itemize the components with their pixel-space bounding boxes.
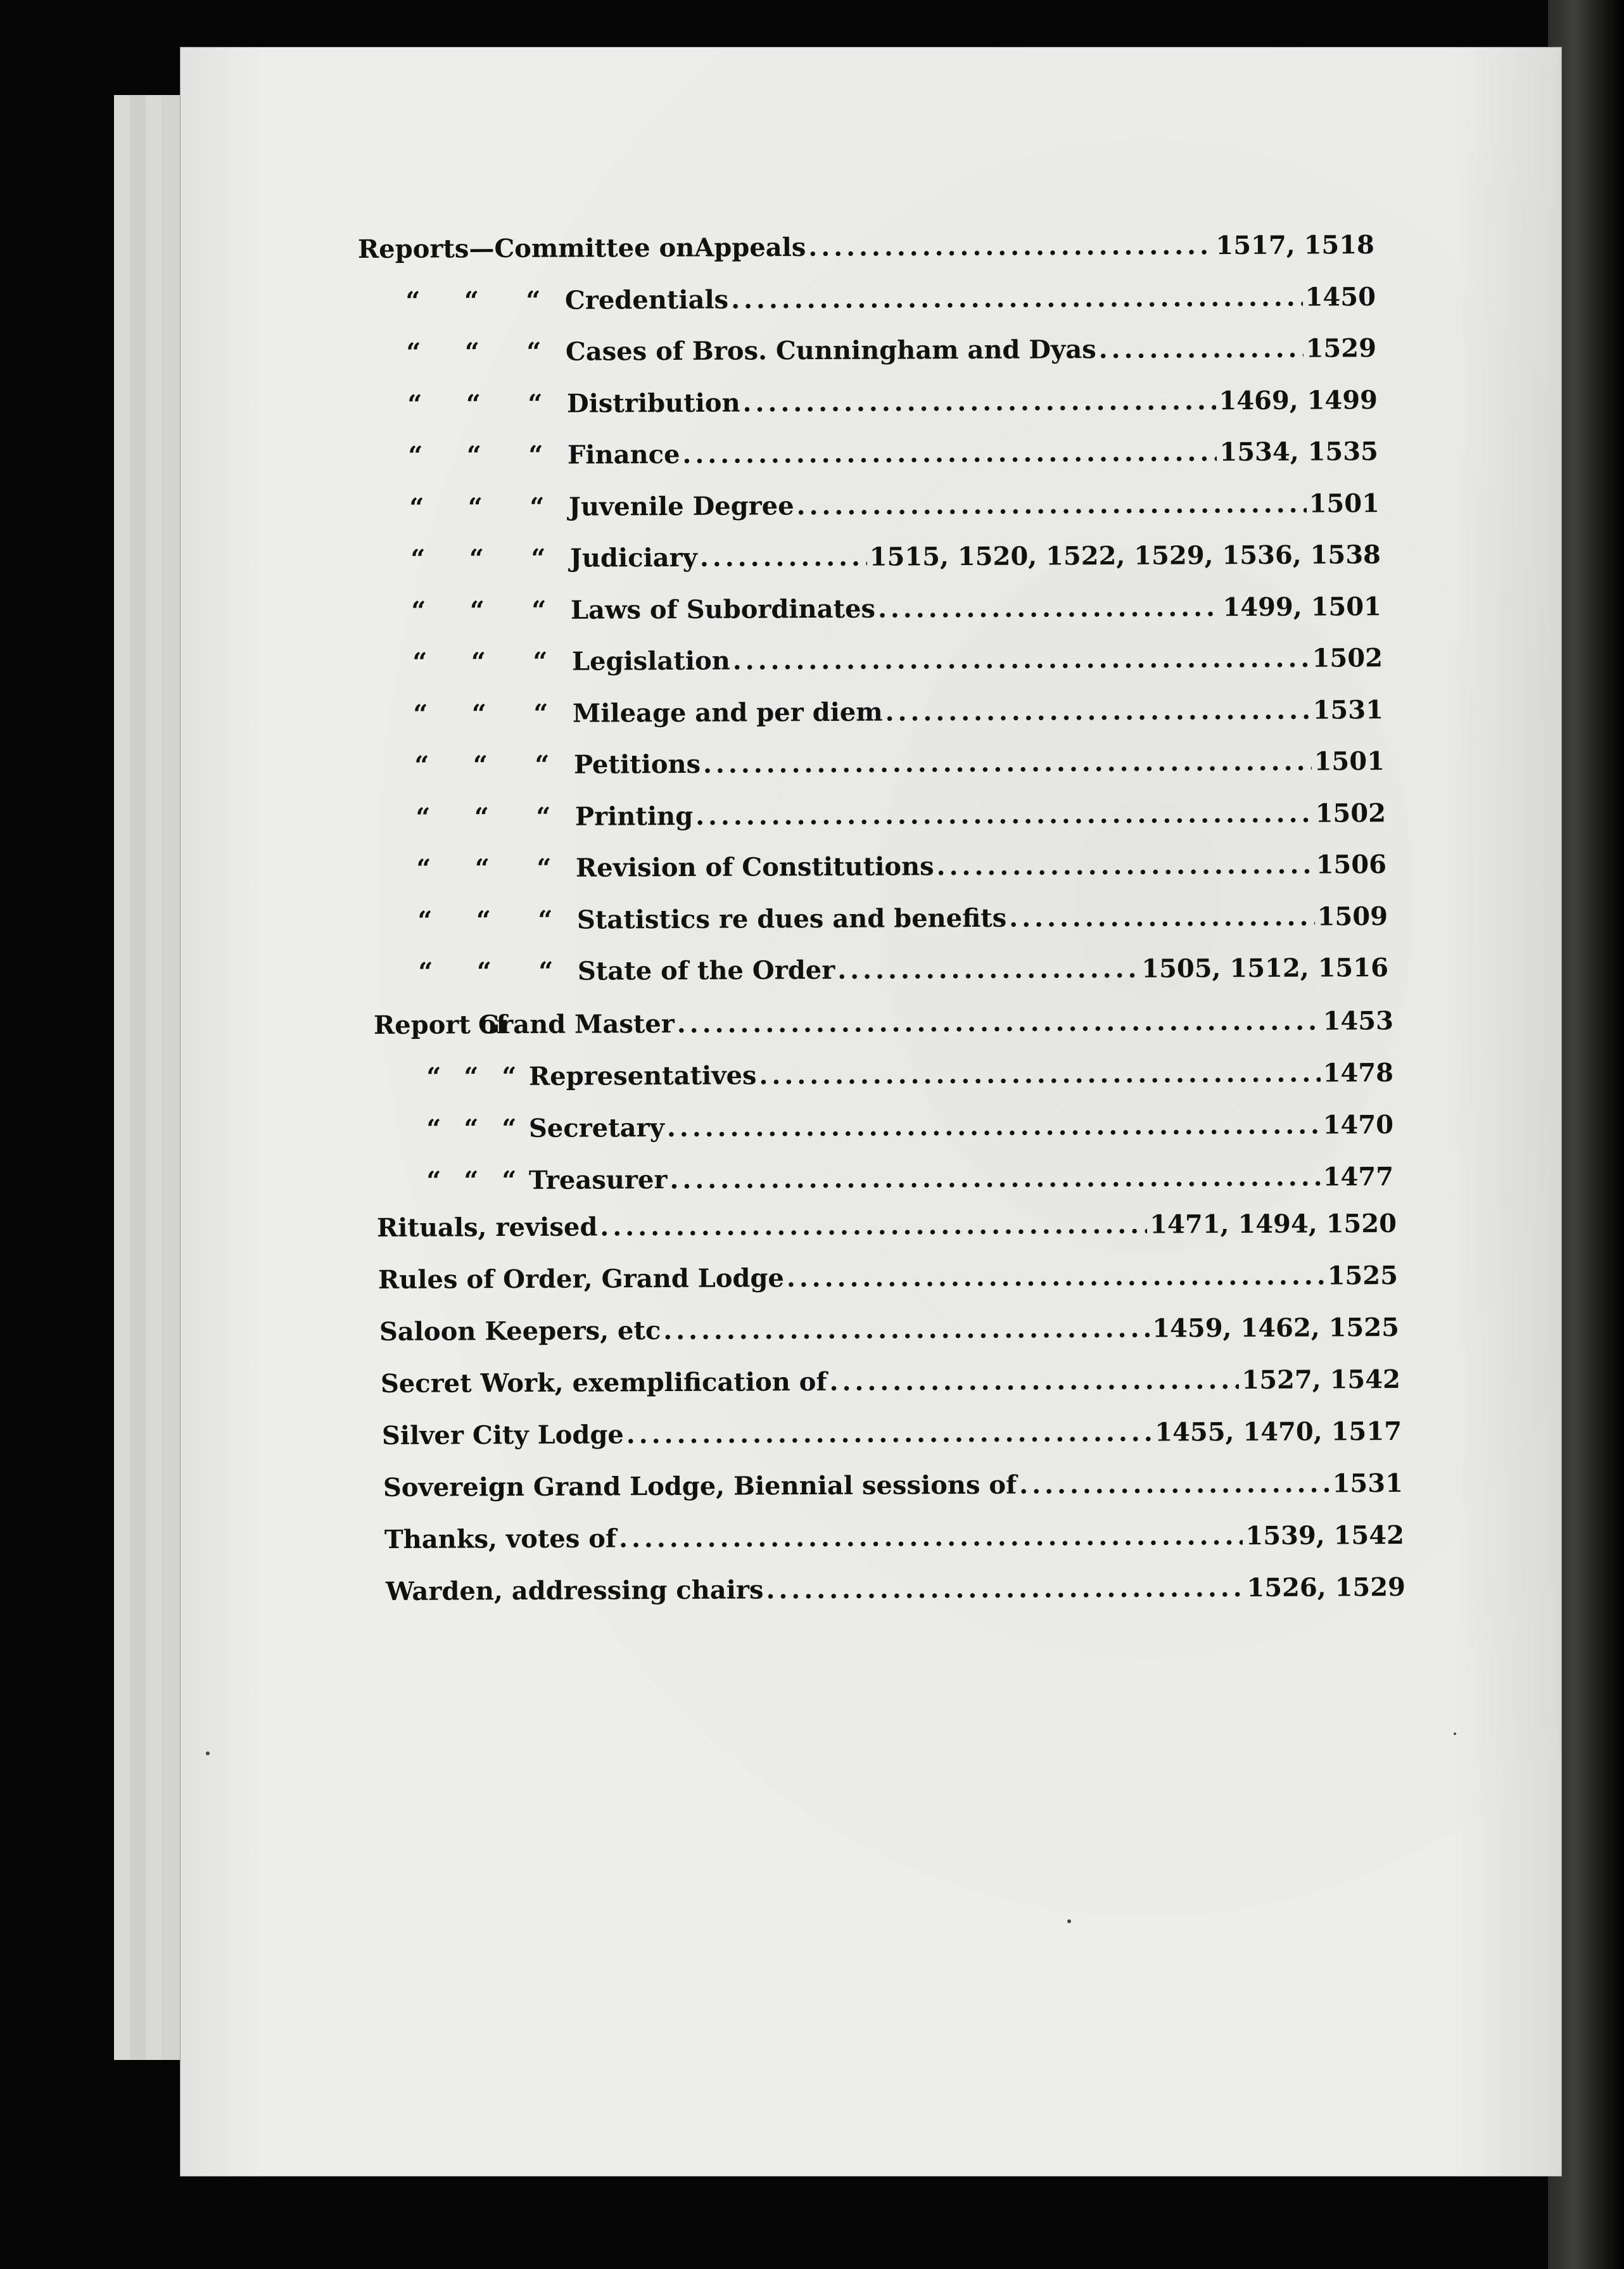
page-numbers: 1534, 1535 bbox=[1219, 436, 1379, 467]
entry-label: Secret Work, exemplification of bbox=[380, 1366, 827, 1399]
index-entry bbox=[379, 1312, 1399, 1352]
ditto-mark: “ bbox=[416, 802, 431, 832]
index-entry bbox=[383, 1468, 1403, 1508]
entry-label: Judiciary bbox=[569, 542, 698, 573]
entry-label: Thanks, votes of bbox=[384, 1523, 617, 1554]
entry-label: Statistics re dues and benefits bbox=[576, 903, 1007, 935]
page-numbers: 1501 bbox=[1309, 488, 1380, 519]
index-entry bbox=[371, 1162, 1393, 1202]
index-entry bbox=[358, 230, 1374, 270]
page-numbers: 1502 bbox=[1312, 643, 1383, 673]
entry-label: Distribution bbox=[566, 388, 740, 419]
page-numbers: 1526, 1529 bbox=[1247, 1572, 1406, 1603]
page-numbers: 1506 bbox=[1316, 849, 1387, 880]
ditto-mark: “ bbox=[469, 595, 485, 625]
ditto-marks bbox=[371, 1114, 529, 1144]
page-numbers: 1459, 1462, 1525 bbox=[1152, 1312, 1400, 1344]
ditto-mark: “ bbox=[531, 595, 547, 625]
ditto-mark: “ bbox=[466, 388, 481, 419]
index-entry bbox=[386, 385, 1378, 425]
page-numbers: 1509 bbox=[1317, 901, 1388, 932]
index-entry bbox=[396, 901, 1388, 941]
page-numbers: 1453 bbox=[1323, 1005, 1394, 1036]
leader-dots bbox=[619, 1521, 1243, 1553]
ditto-marks bbox=[395, 853, 576, 884]
ditto-mark: “ bbox=[405, 286, 421, 316]
ditto-mark: “ bbox=[530, 492, 545, 522]
leader-dots bbox=[682, 437, 1217, 469]
ditto-mark: “ bbox=[412, 647, 428, 677]
ditto-mark: “ bbox=[502, 1165, 517, 1196]
ditto-mark: “ bbox=[426, 1062, 441, 1092]
ditto-mark: “ bbox=[417, 905, 433, 936]
ditto-mark: “ bbox=[416, 853, 431, 884]
ditto-mark: “ bbox=[426, 1166, 441, 1196]
ditto-mark: “ bbox=[467, 492, 483, 522]
leader-dots bbox=[808, 231, 1213, 262]
page-numbers: 1455, 1470, 1517 bbox=[1155, 1416, 1402, 1447]
index-entry bbox=[390, 540, 1381, 580]
page-numbers: 1477 bbox=[1323, 1161, 1394, 1192]
page-numbers: 1529 bbox=[1305, 333, 1377, 364]
ditto-marks bbox=[390, 595, 571, 625]
ditto-mark: “ bbox=[538, 905, 553, 935]
leader-dots bbox=[695, 798, 1313, 830]
ditto-mark: “ bbox=[474, 853, 490, 884]
index-entry bbox=[390, 592, 1381, 632]
index-entry bbox=[395, 849, 1386, 889]
ditto-mark: “ bbox=[471, 698, 487, 728]
page-numbers: 1531 bbox=[1312, 694, 1384, 725]
index-entry bbox=[378, 1261, 1398, 1300]
entry-label: Saloon Keepers, etc bbox=[379, 1316, 661, 1347]
entry-label: Credentials bbox=[564, 284, 729, 315]
entry-label: Cases of Bros. Cunningham and Dyas bbox=[565, 334, 1096, 367]
page-numbers: 1525 bbox=[1327, 1260, 1399, 1291]
ditto-mark: “ bbox=[476, 905, 492, 935]
ditto-mark: “ bbox=[502, 1061, 517, 1092]
index-entry bbox=[391, 643, 1383, 683]
index-entry bbox=[384, 282, 1376, 322]
entry-label: Mileage and per diem bbox=[572, 697, 883, 728]
ditto-mark: “ bbox=[469, 543, 485, 574]
ditto-mark: “ bbox=[526, 285, 541, 315]
page-numbers: 1515, 1520, 1522, 1529, 1536, 1538 bbox=[869, 540, 1381, 572]
entry-label: Treasurer bbox=[528, 1164, 668, 1195]
ditto-mark: “ bbox=[502, 1113, 517, 1144]
ditto-marks bbox=[384, 285, 565, 315]
page-numbers: 1471, 1494, 1520 bbox=[1150, 1208, 1397, 1240]
page-numbers: 1450 bbox=[1305, 281, 1376, 312]
index-entry bbox=[382, 1416, 1402, 1456]
ditto-marks bbox=[390, 543, 570, 574]
page-numbers: 1469, 1499 bbox=[1219, 385, 1378, 416]
ditto-mark: “ bbox=[406, 337, 421, 367]
leader-dots bbox=[703, 747, 1312, 779]
leader-dots bbox=[766, 1573, 1244, 1605]
leader-dots bbox=[731, 282, 1303, 314]
entry-label: State of the Order bbox=[577, 955, 835, 986]
entry-label: Rules of Order, Grand Lodge bbox=[377, 1263, 784, 1295]
entry-label: Sovereign Grand Lodge, Biennial sessions of bbox=[383, 1470, 1017, 1503]
ditto-marks bbox=[395, 801, 575, 832]
leader-dots bbox=[667, 1110, 1321, 1143]
entry-label: Revision of Constitutions bbox=[575, 851, 934, 883]
ditto-mark: “ bbox=[533, 646, 548, 677]
ditto-marks bbox=[392, 698, 573, 728]
leader-dots bbox=[885, 695, 1310, 727]
leader-dots bbox=[600, 1210, 1147, 1242]
ditto-mark: “ bbox=[466, 440, 482, 471]
entry-label: Petitions bbox=[573, 749, 701, 780]
entry-label: Printing bbox=[574, 801, 694, 832]
ditto-mark: “ bbox=[464, 337, 480, 367]
leader-dots bbox=[626, 1418, 1153, 1450]
ditto-mark: “ bbox=[409, 492, 424, 523]
ditto-marks bbox=[396, 905, 577, 935]
index-entry bbox=[377, 1209, 1397, 1249]
index-entry bbox=[397, 953, 1388, 993]
leader-dots bbox=[663, 1314, 1150, 1345]
index-entry bbox=[395, 798, 1386, 838]
index-page bbox=[181, 48, 1561, 2176]
index-entry bbox=[393, 746, 1385, 786]
index-entry bbox=[385, 333, 1376, 373]
ditto-marks bbox=[387, 440, 568, 471]
ditto-marks bbox=[385, 337, 566, 367]
entry-label: Secretary bbox=[528, 1112, 665, 1143]
leader-dots bbox=[1019, 1468, 1330, 1499]
ditto-mark: “ bbox=[536, 853, 552, 884]
leader-dots bbox=[937, 850, 1314, 882]
ditto-mark: “ bbox=[474, 801, 490, 832]
speck bbox=[1067, 1919, 1071, 1923]
entry-label: Warden, addressing chairs bbox=[385, 1575, 764, 1606]
ditto-mark: “ bbox=[528, 388, 543, 419]
index-entry bbox=[374, 1006, 1393, 1046]
entry-label: Rituals, revised bbox=[376, 1212, 598, 1243]
index-entry bbox=[371, 1110, 1393, 1150]
ditto-marks bbox=[388, 492, 569, 522]
leader-dots bbox=[878, 592, 1221, 623]
index-entry bbox=[392, 695, 1383, 735]
entry-label: Grand Master bbox=[478, 1008, 675, 1040]
index-entry bbox=[371, 1058, 1393, 1098]
report-prefix: Report of bbox=[373, 1010, 507, 1040]
ditto-marks bbox=[371, 1062, 529, 1092]
page-numbers: 1501 bbox=[1314, 746, 1385, 777]
page-numbers: 1517, 1518 bbox=[1215, 229, 1375, 261]
entry-label: Laws of Subordinates bbox=[570, 594, 876, 625]
ditto-marks bbox=[371, 1166, 529, 1196]
ditto-marks bbox=[391, 647, 572, 677]
speck bbox=[206, 1751, 210, 1755]
index-entry bbox=[384, 1520, 1404, 1560]
ditto-mark: “ bbox=[471, 647, 486, 677]
leader-dots bbox=[1099, 334, 1304, 364]
index-list bbox=[181, 48, 1561, 2176]
page-numbers: 1505, 1512, 1516 bbox=[1141, 953, 1389, 984]
ditto-mark: “ bbox=[414, 750, 429, 780]
ditto-mark: “ bbox=[407, 389, 422, 419]
page-numbers: 1470 bbox=[1323, 1109, 1394, 1140]
entry-label: Juvenile Degree bbox=[568, 490, 794, 522]
page-numbers: 1502 bbox=[1315, 798, 1386, 829]
ditto-mark: “ bbox=[528, 440, 543, 471]
committee-prefix: Reports—Committee on bbox=[357, 232, 695, 264]
leader-dots bbox=[743, 386, 1217, 417]
leader-dots bbox=[1009, 901, 1315, 932]
ditto-mark: “ bbox=[411, 595, 426, 626]
ditto-mark: “ bbox=[533, 698, 549, 728]
ditto-mark: “ bbox=[473, 750, 488, 780]
leader-dots bbox=[787, 1261, 1325, 1293]
leader-dots bbox=[733, 644, 1310, 676]
index-entry bbox=[387, 436, 1378, 476]
ditto-marks bbox=[393, 750, 574, 780]
page-numbers: 1531 bbox=[1332, 1468, 1404, 1499]
leader-dots bbox=[700, 542, 867, 573]
index-entry bbox=[388, 488, 1380, 528]
ditto-mark: “ bbox=[413, 699, 428, 729]
index-entry bbox=[381, 1364, 1400, 1404]
ditto-marks bbox=[397, 957, 578, 987]
ditto-mark: “ bbox=[464, 285, 479, 315]
entry-label: Finance bbox=[567, 439, 680, 470]
ditto-mark: “ bbox=[464, 1114, 479, 1144]
ditto-mark: “ bbox=[531, 543, 546, 574]
ditto-mark: “ bbox=[410, 543, 426, 574]
ditto-mark: “ bbox=[426, 1114, 441, 1144]
ditto-mark: “ bbox=[408, 440, 423, 471]
entry-label: Silver City Lodge bbox=[381, 1420, 624, 1451]
leader-dots bbox=[677, 1006, 1321, 1038]
ditto-mark: “ bbox=[476, 957, 492, 987]
page-numbers: 1499, 1501 bbox=[1222, 591, 1382, 622]
leader-dots bbox=[830, 1365, 1240, 1397]
speck bbox=[1454, 1732, 1456, 1735]
ditto-mark: “ bbox=[464, 1166, 479, 1196]
ditto-marks bbox=[386, 388, 567, 419]
leader-dots bbox=[669, 1162, 1320, 1194]
ditto-mark: “ bbox=[526, 336, 542, 367]
index-entry bbox=[386, 1572, 1405, 1612]
ditto-mark: “ bbox=[536, 801, 551, 832]
entry-label: Appeals bbox=[694, 232, 806, 263]
page-numbers: 1527, 1542 bbox=[1241, 1364, 1401, 1395]
ditto-mark: “ bbox=[538, 956, 554, 987]
leader-dots bbox=[759, 1058, 1320, 1090]
ditto-mark: “ bbox=[535, 749, 550, 780]
ditto-mark: “ bbox=[418, 957, 433, 987]
ditto-mark: “ bbox=[464, 1062, 479, 1092]
page-numbers: 1478 bbox=[1323, 1057, 1394, 1088]
leader-dots bbox=[837, 954, 1139, 985]
entry-label: Representatives bbox=[528, 1060, 757, 1091]
page-numbers: 1539, 1542 bbox=[1245, 1520, 1405, 1551]
entry-label: Legislation bbox=[571, 645, 730, 677]
leader-dots bbox=[796, 488, 1306, 521]
